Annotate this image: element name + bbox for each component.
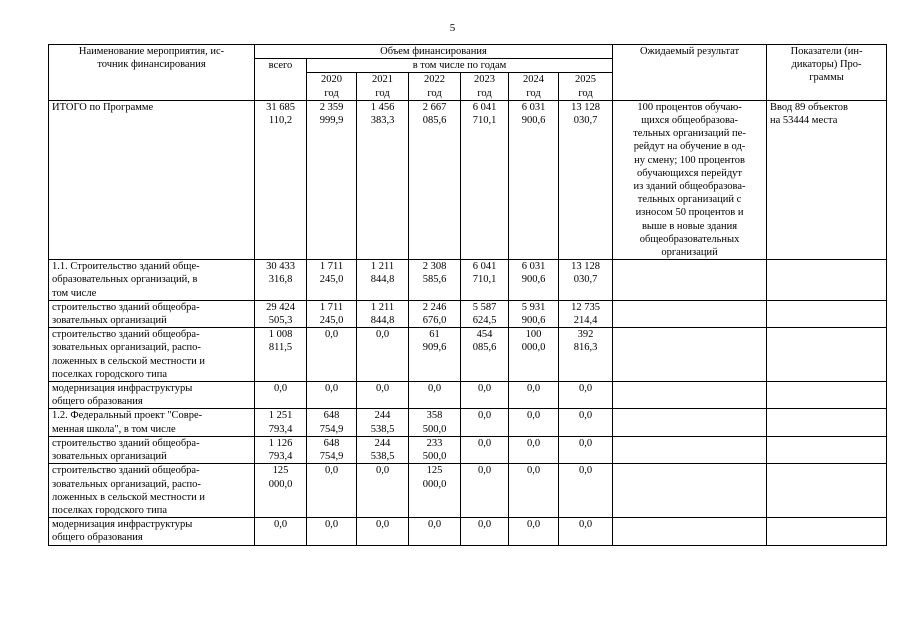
- amount-y2021: 0,0: [357, 328, 409, 382]
- row-name: ИТОГО по Программе: [49, 100, 255, 259]
- amount-y2022: 233 500,0: [409, 436, 461, 463]
- program-indicator: [767, 436, 887, 463]
- amount-y2020: 648 754,9: [307, 409, 357, 436]
- expected-result: [613, 409, 767, 436]
- amount-y2021: 1 211 844,8: [357, 260, 409, 301]
- amount-y2022: 2 667 085,6: [409, 100, 461, 259]
- row-name: модернизация инфраструктуры общего образования: [49, 382, 255, 409]
- amount-y2020: 648 754,9: [307, 436, 357, 463]
- amount-total: 0,0: [255, 518, 307, 545]
- table-row: [49, 409, 887, 436]
- header-total: всего: [255, 59, 307, 101]
- amount-y2020: 0,0: [307, 464, 357, 518]
- amount-y2023: 0,0: [461, 409, 509, 436]
- program-indicator: [767, 328, 887, 382]
- amount-y2022: 2 308 585,6: [409, 260, 461, 301]
- program-indicator: [767, 382, 887, 409]
- header-name: Наименование мероприятия, ис- точник финансирования: [49, 45, 255, 101]
- amount-y2021: 0,0: [357, 518, 409, 545]
- amount-y2024: 6 031 900,6: [509, 260, 559, 301]
- table-row: [49, 260, 887, 301]
- amount-y2021: 0,0: [357, 382, 409, 409]
- header-year: 2022 год: [409, 73, 461, 100]
- amount-y2022: 2 246 676,0: [409, 300, 461, 327]
- program-indicator: [767, 518, 887, 545]
- amount-total: 125 000,0: [255, 464, 307, 518]
- amount-y2022: 61 909,6: [409, 328, 461, 382]
- program-indicator: Ввод 89 объектов на 53444 места: [767, 100, 887, 259]
- amount-y2022: 0,0: [409, 518, 461, 545]
- amount-y2023: 6 041 710,1: [461, 100, 509, 259]
- amount-y2021: 244 538,5: [357, 409, 409, 436]
- table-row: [49, 464, 887, 518]
- amount-y2021: 0,0: [357, 464, 409, 518]
- amount-y2023: 0,0: [461, 382, 509, 409]
- row-name: 1.2. Федеральный проект "Совре- менная школа", в том числе: [49, 409, 255, 436]
- row-name: строительство зданий общеобра- зовательных организаций, распо- ложенных в сельской местности и поселках городского типа: [49, 328, 255, 382]
- header-year: 2024 год: [509, 73, 559, 100]
- amount-y2020: 0,0: [307, 382, 357, 409]
- expected-result: [613, 382, 767, 409]
- program-indicator: [767, 464, 887, 518]
- amount-y2020: 2 359 999,9: [307, 100, 357, 259]
- amount-y2023: 0,0: [461, 464, 509, 518]
- amount-y2025: 13 128 030,7: [559, 260, 613, 301]
- header-year: 2020 год: [307, 73, 357, 100]
- table-row: [49, 436, 887, 463]
- amount-y2021: 1 211 844,8: [357, 300, 409, 327]
- amount-y2024: 5 931 900,6: [509, 300, 559, 327]
- table-row: [49, 518, 887, 545]
- amount-y2021: 1 456 383,3: [357, 100, 409, 259]
- financing-table: [48, 44, 887, 546]
- expected-result: [613, 464, 767, 518]
- header-indicators: Показатели (ин- дикаторы) Про- граммы: [767, 45, 887, 101]
- program-indicator: [767, 300, 887, 327]
- amount-y2023: 5 587 624,5: [461, 300, 509, 327]
- amount-y2021: 244 538,5: [357, 436, 409, 463]
- amount-y2025: 0,0: [559, 436, 613, 463]
- amount-y2025: 0,0: [559, 464, 613, 518]
- row-name: 1.1. Строительство зданий обще- образовательных организаций, в том числе: [49, 260, 255, 301]
- amount-total: 31 685 110,2: [255, 100, 307, 259]
- table-row: [49, 300, 887, 327]
- amount-y2022: 125 000,0: [409, 464, 461, 518]
- row-name: строительство зданий общеобра- зовательных организаций: [49, 300, 255, 327]
- expected-result: [613, 518, 767, 545]
- page-number: 5: [449, 22, 456, 34]
- amount-y2025: 0,0: [559, 518, 613, 545]
- header-year: 2025 год: [559, 73, 613, 100]
- table-row: [49, 382, 887, 409]
- expected-result: [613, 260, 767, 301]
- amount-y2022: 0,0: [409, 382, 461, 409]
- amount-y2023: 0,0: [461, 436, 509, 463]
- amount-y2025: 0,0: [559, 382, 613, 409]
- amount-y2024: 6 031 900,6: [509, 100, 559, 259]
- header-row-1: [49, 45, 887, 59]
- expected-result: [613, 436, 767, 463]
- amount-total: 0,0: [255, 382, 307, 409]
- amount-y2020: 1 711 245,0: [307, 260, 357, 301]
- amount-total: 29 424 505,3: [255, 300, 307, 327]
- header-volume: Объем финансирования: [255, 45, 613, 59]
- amount-y2024: 0,0: [509, 382, 559, 409]
- row-name: модернизация инфраструктуры общего образования: [49, 518, 255, 545]
- expected-result: [613, 300, 767, 327]
- row-name: строительство зданий общеобра- зовательных организаций: [49, 436, 255, 463]
- amount-y2025: 13 128 030,7: [559, 100, 613, 259]
- header-year: 2021 год: [357, 73, 409, 100]
- amount-total: 1 126 793,4: [255, 436, 307, 463]
- table-row: [49, 328, 887, 382]
- amount-y2020: 1 711 245,0: [307, 300, 357, 327]
- amount-y2025: 12 735 214,4: [559, 300, 613, 327]
- amount-total: 1 008 811,5: [255, 328, 307, 382]
- expected-result: [613, 328, 767, 382]
- header-by-years: в том числе по годам: [307, 59, 613, 73]
- amount-y2023: 454 085,6: [461, 328, 509, 382]
- header-year: 2023 год: [461, 73, 509, 100]
- amount-y2024: 0,0: [509, 436, 559, 463]
- amount-y2024: 100 000,0: [509, 328, 559, 382]
- program-indicator: [767, 409, 887, 436]
- amount-total: 1 251 793,4: [255, 409, 307, 436]
- amount-y2022: 358 500,0: [409, 409, 461, 436]
- amount-y2023: 6 041 710,1: [461, 260, 509, 301]
- table-row: [49, 100, 887, 259]
- row-name: строительство зданий общеобра- зовательных организаций, распо- ложенных в сельской местности и поселках городского типа: [49, 464, 255, 518]
- amount-y2024: 0,0: [509, 464, 559, 518]
- amount-total: 30 433 316,8: [255, 260, 307, 301]
- program-indicator: [767, 260, 887, 301]
- amount-y2025: 0,0: [559, 409, 613, 436]
- amount-y2020: 0,0: [307, 328, 357, 382]
- amount-y2025: 392 816,3: [559, 328, 613, 382]
- amount-y2024: 0,0: [509, 409, 559, 436]
- amount-y2024: 0,0: [509, 518, 559, 545]
- expected-result: 100 процентов обучаю- щихся общеобразова- тельных организаций пе- рейдут на обучение в од- ну смену; 100 процентов обучающихся перейдут из зданий общеобразова- тельных организаций с износом 50 процентов и выше в новые здания общеобразовательных организаций: [613, 100, 767, 259]
- amount-y2020: 0,0: [307, 518, 357, 545]
- header-result: Ожидаемый результат: [613, 45, 767, 101]
- amount-y2023: 0,0: [461, 518, 509, 545]
